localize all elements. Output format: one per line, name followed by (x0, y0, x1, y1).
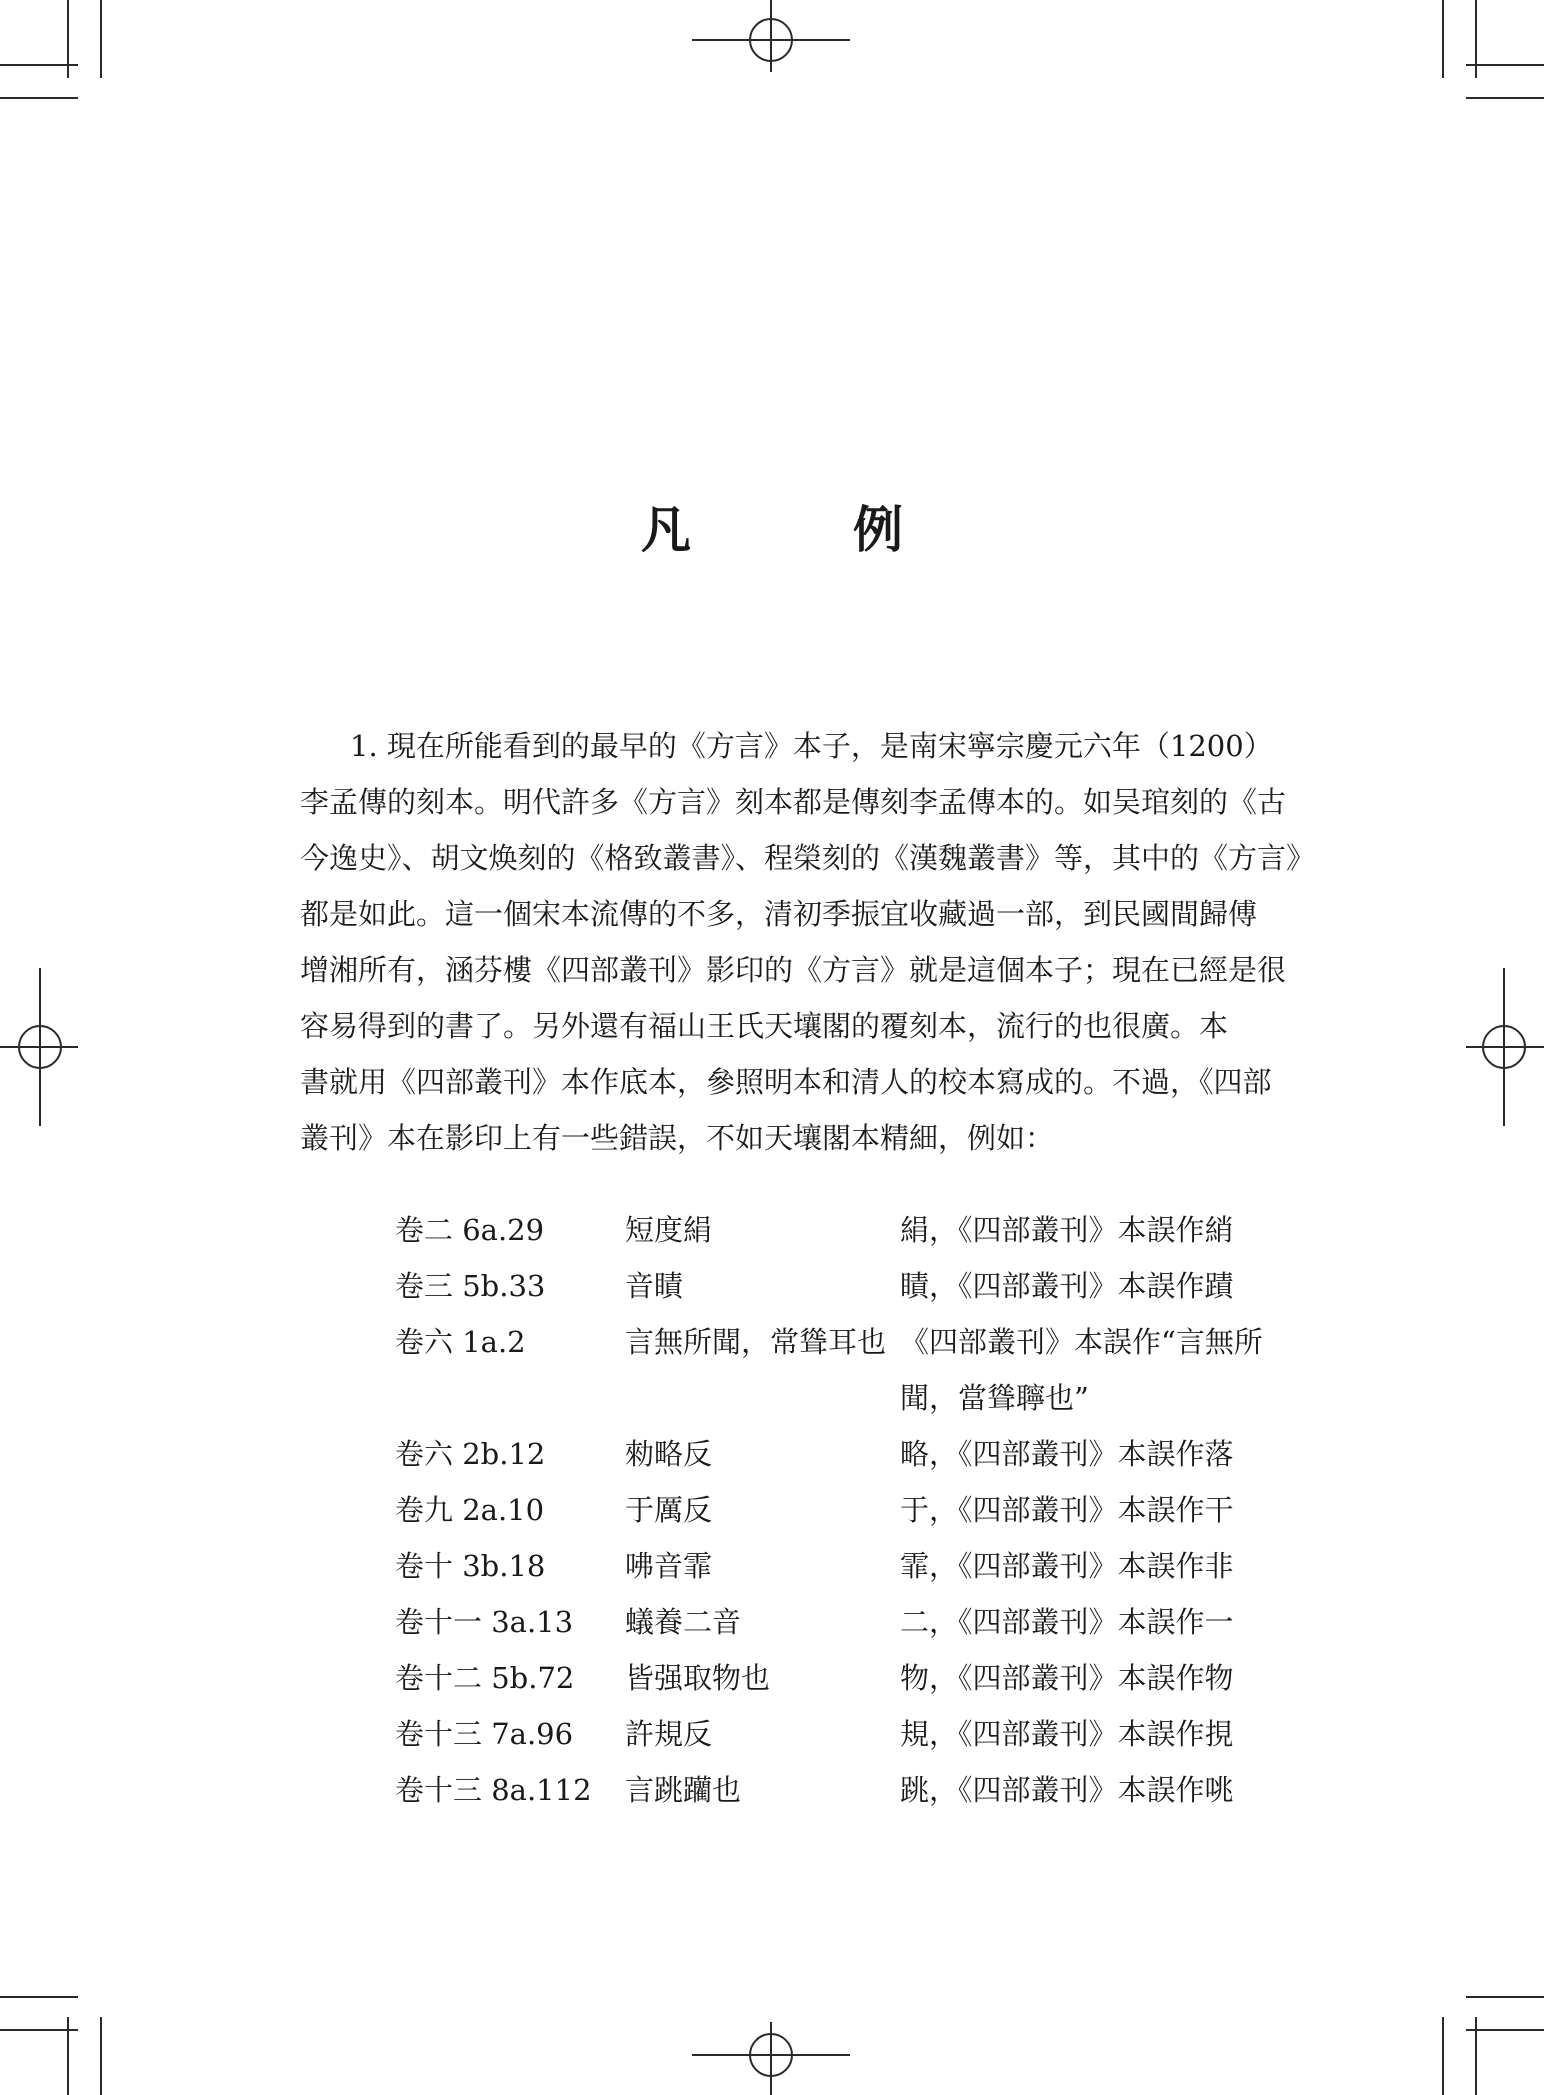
paragraph-line: 今逸史》、胡文焕刻的《格致叢書》、程榮刻的《漢魏叢書》等，其中的《方言》 (300, 841, 1316, 875)
errata-note (900, 1482, 1295, 1538)
paragraph-line: 李孟傳的刻本。明代許多《方言》刻本都是傳刻李孟傳本的。如吴琯刻的《古 (300, 785, 1287, 819)
errata-text: 蟻養二音 (625, 1605, 742, 1639)
errata-note (900, 1594, 1295, 1650)
errata-text: 于厲反 (625, 1493, 713, 1527)
errata-text: 言跳躪也 (625, 1773, 742, 1807)
errata-note-line: 霏，《四部叢刊》本誤作非 (900, 1549, 1234, 1583)
errata-note (900, 1706, 1295, 1762)
errata-text: 短度絹 (625, 1213, 713, 1247)
errata-row (395, 1594, 1295, 1650)
errata-note (900, 1538, 1295, 1594)
intro-paragraph (300, 718, 1316, 1166)
page-title: 凡 例 (641, 500, 959, 559)
paragraph-line: 叢刊》本在影印上有一些錯誤，不如天壤閣本精細，例如： (300, 1121, 1055, 1155)
errata-location: 卷六 2b.12 (395, 1437, 546, 1471)
errata-location: 卷十 3b.18 (395, 1549, 546, 1583)
errata-location: 卷十三 7a.96 (395, 1717, 574, 1751)
errata-note-line: 聞，當聳聹也” (900, 1381, 1089, 1415)
errata-note (900, 1314, 1295, 1426)
errata-row (395, 1426, 1295, 1482)
errata-row (395, 1706, 1295, 1762)
errata-location: 卷十一 3a.13 (395, 1605, 574, 1639)
errata-text: 許規反 (625, 1717, 713, 1751)
errata-note (900, 1258, 1295, 1314)
errata-note-line: 瞔，《四部叢刊》本誤作蹟 (900, 1269, 1234, 1303)
errata-location: 卷九 2a.10 (395, 1493, 545, 1527)
errata-text: 音瞔 (625, 1269, 684, 1303)
errata-row (395, 1762, 1295, 1818)
errata-note-line: 跳，《四部叢刊》本誤作咷 (900, 1773, 1234, 1807)
errata-note-line: 二，《四部叢刊》本誤作一 (900, 1605, 1234, 1639)
paragraph-line: 容易得到的書了。另外還有福山王氏天壤閣的覆刻本，流行的也很廣。本 (300, 1009, 1229, 1043)
errata-location: 卷六 1a.2 (395, 1325, 526, 1359)
errata-row (395, 1482, 1295, 1538)
paragraph-line: 書就用《四部叢刊》本作底本，參照明本和清人的校本寫成的。不過，《四部 (300, 1065, 1272, 1099)
errata-note-line: 規，《四部叢刊》本誤作挸 (900, 1717, 1234, 1751)
errata-text: 勑略反 (625, 1437, 713, 1471)
errata-note-line: 略，《四部叢刊》本誤作落 (900, 1437, 1234, 1471)
errata-note-line: 物，《四部叢刊》本誤作物 (900, 1661, 1234, 1695)
errata-note (900, 1202, 1295, 1258)
errata-row (395, 1650, 1295, 1706)
errata-note (900, 1650, 1295, 1706)
paragraph-line: 1. 現在所能看到的最早的《方言》本子，是南宋寧宗慶元六年（1200） (350, 729, 1273, 763)
errata-row (395, 1258, 1295, 1314)
errata-row (395, 1202, 1295, 1258)
errata-text: 咈音霏 (625, 1549, 713, 1583)
errata-note (900, 1426, 1295, 1482)
errata-table (395, 1202, 1295, 1818)
paragraph-line: 都是如此。這一個宋本流傳的不多，清初季振宜收藏過一部，到民國間歸傅 (300, 897, 1258, 931)
errata-row (395, 1314, 1295, 1426)
errata-text: 皆强取物也 (625, 1661, 771, 1695)
errata-location: 卷二 6a.29 (395, 1213, 545, 1247)
errata-note-line: 《四部叢刊》本誤作“言無所 (900, 1325, 1263, 1359)
errata-text: 言無所聞，常聳耳也 (625, 1325, 887, 1359)
errata-note-line: 絹，《四部叢刊》本誤作綃 (900, 1213, 1234, 1247)
errata-location: 卷十三 8a.112 (395, 1773, 592, 1807)
errata-location: 卷三 5b.33 (395, 1269, 546, 1303)
errata-note (900, 1762, 1295, 1818)
errata-location: 卷十二 5b.72 (395, 1661, 575, 1695)
errata-note-line: 于，《四部叢刊》本誤作干 (900, 1493, 1234, 1527)
paragraph-line: 增湘所有，涵芬樓《四部叢刊》影印的《方言》就是這個本子；現在已經是很 (300, 953, 1287, 987)
errata-row (395, 1538, 1295, 1594)
